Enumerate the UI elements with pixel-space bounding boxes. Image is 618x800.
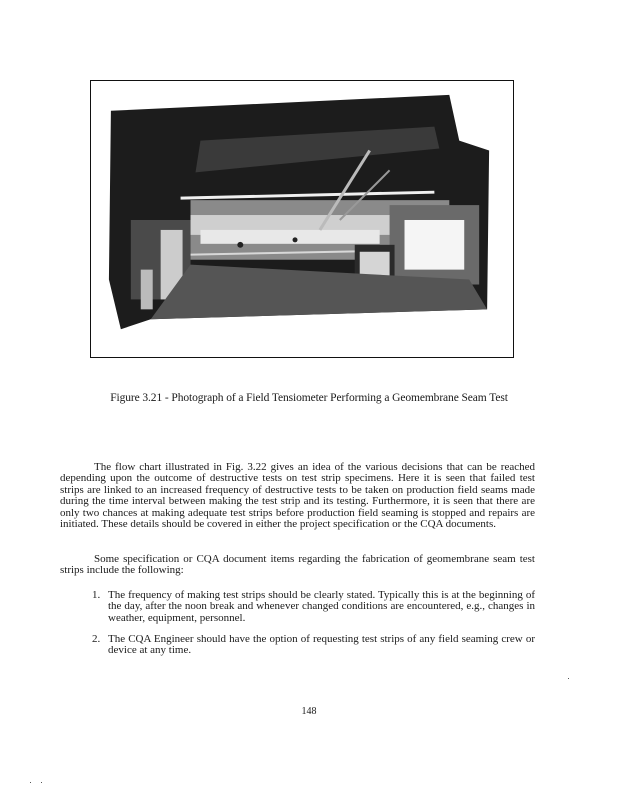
numbered-list	[60, 590, 535, 624]
list-item	[60, 590, 535, 624]
scan-speck	[30, 782, 31, 783]
body-paragraph: The flow chart illustrated in Fig. 3.22 gives an idea of the various decisions that can be reached depending upon the outcome of destructive tests on test strip specimens. Here it is seen that failed test strips are linked to an increased frequency of destructive tests to be taken on production field seams made during the time interval between making the test strip and its testing. Furthermore, it is seen that there are only two chances at making adequate test strips before production field seaming is stopped and repairs are initiated. These details should be covered in either the project specification or the CQA documents.	[60, 461, 535, 531]
list-item	[60, 634, 535, 657]
scan-speck	[41, 782, 42, 783]
figure-caption: Figure 3.21 - Photograph of a Field Tensiometer Performing a Geomembrane Seam Test	[110, 392, 508, 404]
tensiometer-photo	[91, 81, 513, 357]
list-item-number: 1.	[92, 589, 101, 601]
body-paragraph: Some specification or CQA document items regarding the fabrication of geomembrane seam test strips include the following:	[60, 553, 535, 577]
page-number: 148	[301, 706, 317, 717]
list-item-number: 2.	[92, 633, 101, 645]
figure-photograph	[90, 80, 514, 358]
list-item-text: The CQA Engineer should have the option of requesting test strips of any field seaming crew or device at any time.	[108, 633, 535, 657]
numbered-list	[60, 634, 535, 657]
list-item-text: The frequency of making test strips should be clearly stated. Typically this is at the beginning of the day, after the noon break and whenever changed conditions are encountered, e.g., changes in weather, equipment, personnel.	[108, 589, 535, 624]
scan-speck	[568, 678, 569, 679]
